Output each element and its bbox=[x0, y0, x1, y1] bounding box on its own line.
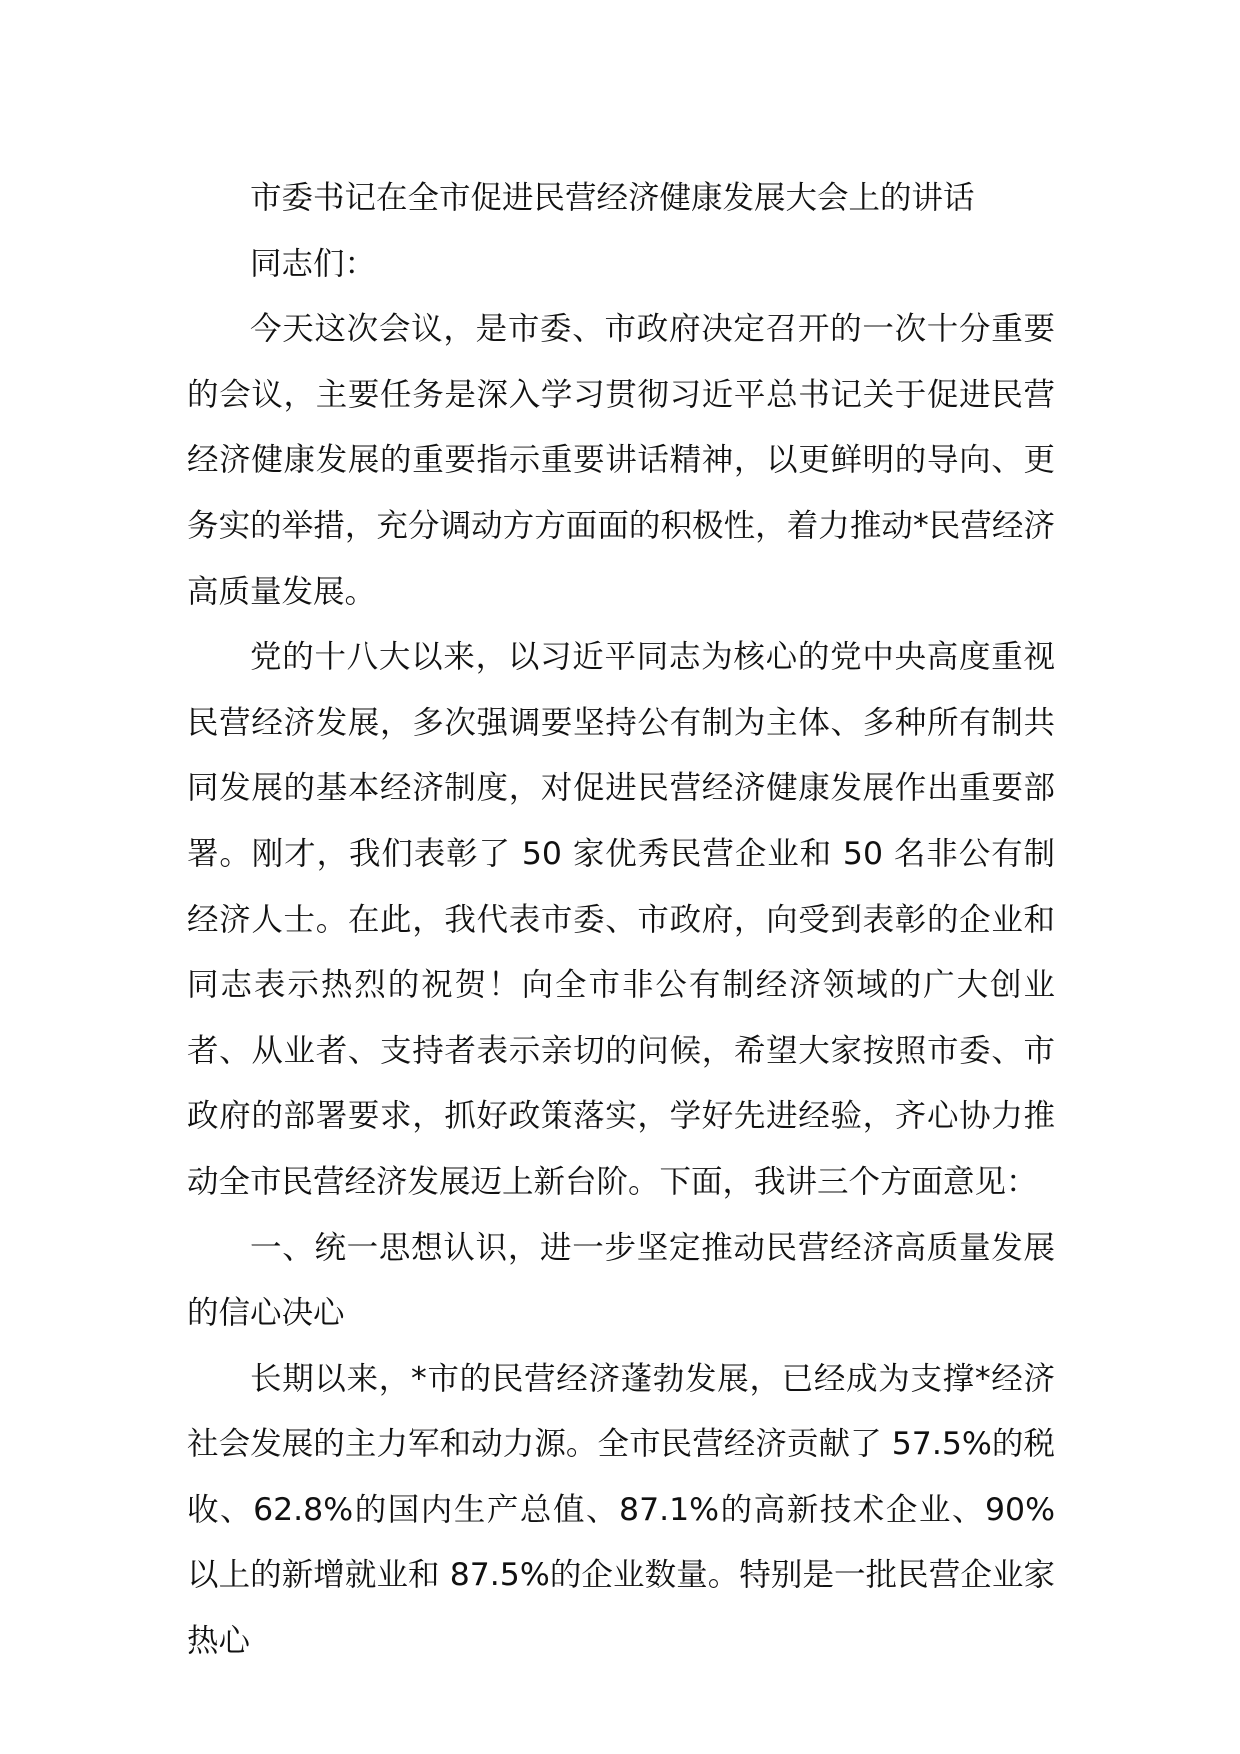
paragraph: 党的十八大以来，以习近平同志为核心的党中央高度重视民营经济发展，多次强调要坚持公有制为主体、多种所有制共同发展的基本经济制度，对促进民营经济健康发展作出重要部署。刚才，我们表彰了 50 家优秀民营企业和 50 名非公有制经济人士。在此，我代表市委、市政府，向受到表彰的企业和同志表示热烈的祝贺！向全市非公有制经济领域的广大创业者、从业者、支持者表示亲切的问候，希望大家按照市委、市政府的部署要求，抓好政策落实，学好先进经验，齐心协力推动全市民营经济发展迈上新台阶。下面，我讲三个方面意见： bbox=[187, 639, 1055, 1200]
paragraph: 长期以来，*市的民营经济蓬勃发展，已经成为支撑*经济社会发展的主力军和动力源。全市民营经济贡献了 57.5%的税收、62.8%的国内生产总值、87.1%的高新技术企业、90%以上的新增就业和 87.5%的企业数量。特别是一批民营企业家热心 bbox=[187, 1360, 1055, 1660]
document-title: 市委书记在全市促进民营经济健康发展大会上的讲话 bbox=[250, 180, 975, 216]
document-body bbox=[187, 166, 1055, 1675]
salutation: 同志们： bbox=[250, 245, 377, 282]
section-heading: 一、统一思想认识，进一步坚定推动民营经济高质量发展的信心决心 bbox=[187, 1229, 1055, 1332]
paragraph: 今天这次会议，是市委、市政府决定召开的一次十分重要的会议，主要任务是深入学习贯彻习近平总书记关于促进民营经济健康发展的重要指示重要讲话精神，以更鲜明的导向、更务实的举措，充分调动方方面面的积极性，着力推动*民营经济高质量发展。 bbox=[187, 311, 1055, 610]
